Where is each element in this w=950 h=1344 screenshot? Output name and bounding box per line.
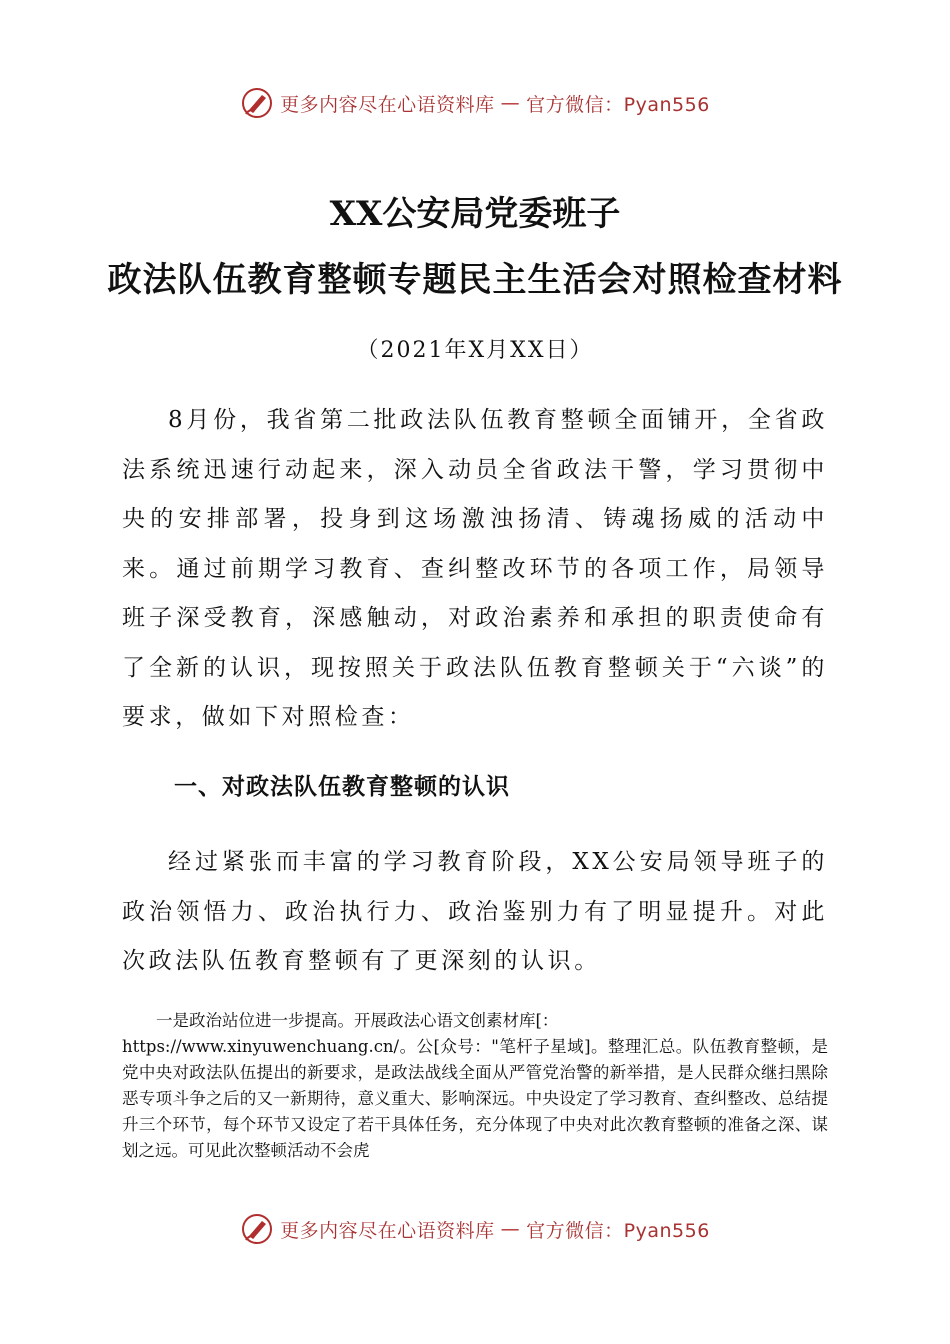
document-title-line2: 政法队伍教育整顿专题民主生活会对照检查材料 [107, 260, 843, 300]
banner-separator: — [500, 92, 521, 114]
pen-logo-icon [240, 1212, 274, 1246]
small-text-lead: 一是政治站位进一步提高。开展政法心语文创素材库[： [156, 1011, 559, 1030]
header-watermark-banner [0, 86, 950, 120]
small-text-paragraph [122, 1008, 828, 1164]
banner-text: 更多内容尽在心语资料库 [280, 1219, 495, 1242]
small-text-body: https://www.xinyuwenchuang.cn/。公[众号："笔杆子星域]。整理汇总。队伍教育整顿，是党中央对政法队伍提出的新要求，是政法战线全面从严管党治警的新举措，是人民群众继扫黑除恶专项斗争之后的又一新期待，意义重大、影响深远。中央设定了学习教育、查纠整改、总结提升三个环节，每个环节又设定了若干具体任务，充分体现了中央对此次教育整顿的准备之深、谋划之远。可见此次整顿活动不会虎 [122, 1037, 828, 1160]
document-date: （2021年X月XX日） [356, 338, 594, 363]
section1-paragraph: 经过紧张而丰富的学习教育阶段，XX公安局领导班子的政治领悟力、政治执行力、政治鉴别力有了明显提升。对此次政法队伍教育整顿有了更深刻的认识。 [122, 849, 828, 974]
banner-wechat: 官方微信：Pyan556 [526, 93, 710, 116]
document-title-line1: XX公安局党委班子 [329, 194, 621, 234]
banner-text: 更多内容尽在心语资料库 [280, 93, 495, 116]
intro-paragraph: 8月份，我省第二批政法队伍教育整顿全面铺开，全省政法系统迅速行动起来，深入动员全省政法干警，学习贯彻中央的安排部署，投身到这场激浊扬清、铸魂扬威的活动中来。通过前期学习教育、查纠整改环节的各项工作，局领导班子深受教育，深感触动，对政治素养和承担的职责使命有了全新的认识，现按照关于政法队伍教育整顿关于“六谈”的要求，做如下对照检查： [122, 407, 828, 730]
pen-logo-icon [240, 86, 274, 120]
banner-wechat: 官方微信：Pyan556 [526, 1219, 710, 1242]
section-heading-1: 一、对政法队伍教育整顿的认识 [174, 774, 510, 800]
banner-separator: — [500, 1218, 521, 1240]
footer-watermark-banner [0, 1212, 950, 1246]
